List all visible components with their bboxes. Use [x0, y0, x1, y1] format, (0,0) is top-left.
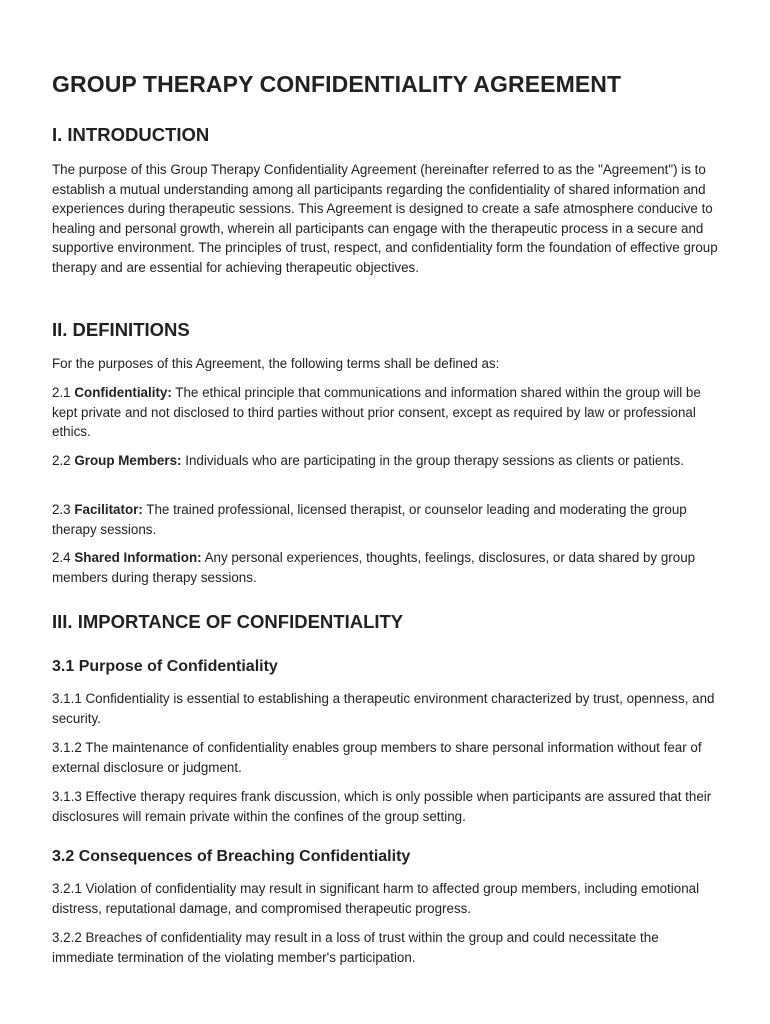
section-heading-importance: III. IMPORTANCE OF CONFIDENTIALITY: [52, 611, 404, 632]
definitions-lead: For the purposes of this Agreement, the following terms shall be defined as:: [52, 356, 500, 371]
document-title: GROUP THERAPY CONFIDENTIALITY AGREEMENT: [52, 71, 622, 97]
definition-text: The ethical principle that communications and information shared within the group will be kept private and not disclosed to third parties without prior consent, except as required by law or professional ethics.: [52, 385, 701, 439]
definition-number: 2.3: [52, 502, 71, 517]
clause-3-1-1: 3.1.1 Confidentiality is essential to establishing a therapeutic environment characterized by trust, openness, and security.: [52, 691, 715, 726]
definition-text: Individuals who are participating in the group therapy sessions as clients or patients.: [185, 453, 684, 468]
definition-item: [52, 383, 720, 442]
definition-number: 2.1: [52, 385, 71, 400]
definition-item: [52, 500, 720, 539]
definition-item: [52, 451, 720, 471]
definition-item: [52, 548, 720, 587]
introduction-paragraph: The purpose of this Group Therapy Confidentiality Agreement (hereinafter referred to as the "Agreement") is to establish a mutual understanding among all participants regarding the confidentiality of shared information and experiences during therapeutic sessions. This Agreement is designed to create a safe atmosphere conducive to healing and personal growth, wherein all participants can engage with the therapeutic process in a secure and supportive environment. The principles of trust, respect, and confidentiality form the foundation of effective group therapy and are essential for achieving therapeutic objectives.: [52, 162, 718, 275]
definition-term: Confidentiality:: [74, 385, 172, 400]
subsection-heading-consequences: 3.2 Consequences of Breaching Confidentiality: [52, 848, 411, 865]
clause-3-1-3: 3.1.3 Effective therapy requires frank discussion, which is only possible when participants are assured that their disclosures will remain private within the confines of the group setting.: [52, 789, 712, 824]
definition-term: Shared Information:: [74, 550, 202, 565]
section-heading-introduction: I. INTRODUCTION: [52, 124, 210, 145]
definition-term: Facilitator:: [74, 502, 143, 517]
clause-3-2-2: 3.2.2 Breaches of confidentiality may result in a loss of trust within the group and could necessitate the immediate termination of the violating member's participation.: [52, 930, 659, 965]
definition-number: 2.2: [52, 453, 71, 468]
definition-number: 2.4: [52, 550, 71, 565]
section-heading-definitions: II. DEFINITIONS: [52, 319, 190, 340]
subsection-heading-purpose: 3.1 Purpose of Confidentiality: [52, 658, 278, 675]
clause-3-2-1: 3.2.1 Violation of confidentiality may result in significant harm to affected group members, including emotional distress, reputational damage, and compromised therapeutic progress.: [52, 881, 700, 916]
clause-3-1-2: 3.1.2 The maintenance of confidentiality enables group members to share personal information without fear of external disclosure or judgment.: [52, 740, 702, 775]
definition-term: Group Members:: [74, 453, 182, 468]
definition-text: Any personal experiences, thoughts, feelings, disclosures, or data shared by group members during therapy sessions.: [52, 550, 696, 585]
definition-text: The trained professional, licensed therapist, or counselor leading and moderating the group therapy sessions.: [52, 502, 687, 537]
